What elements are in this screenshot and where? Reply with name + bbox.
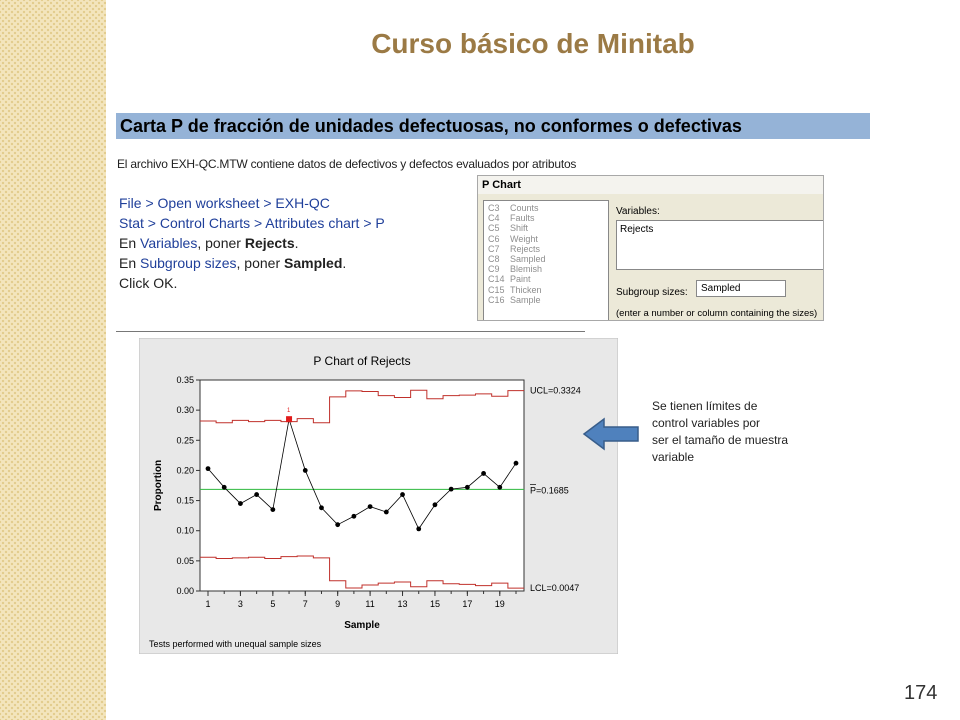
data-point — [270, 507, 275, 512]
x-tick-label: 13 — [397, 599, 408, 609]
decorative-side-strip — [0, 0, 106, 720]
column-name: Sampled — [510, 254, 546, 265]
step-variables — [119, 233, 385, 253]
column-name: Thicken — [510, 284, 542, 295]
column-code: C7 — [488, 243, 500, 254]
flagged-point — [286, 416, 292, 422]
data-point — [433, 502, 438, 507]
y-tick-label: 0.15 — [176, 495, 194, 506]
side-note-line: ser el tamaño de muestra — [652, 433, 789, 447]
variables-label: Variables: — [616, 206, 660, 217]
column-code: C9 — [488, 264, 500, 275]
column-name: Weight — [510, 233, 538, 244]
slide-title: Curso básico de Minitab — [371, 28, 695, 59]
left-arrow-icon — [582, 417, 640, 451]
column-list-item[interactable] — [488, 223, 604, 233]
step-variables-field: Variables — [140, 235, 198, 251]
column-name: Shift — [510, 223, 529, 234]
column-code: C3 — [488, 203, 500, 213]
y-tick-label: 0.10 — [176, 525, 194, 536]
divider-line — [116, 331, 585, 332]
center-label: P=0.1685 — [530, 485, 569, 496]
data-point — [206, 466, 211, 471]
data-point — [254, 492, 259, 497]
step-subgroup — [119, 253, 385, 273]
data-point — [368, 504, 373, 509]
side-note — [652, 398, 788, 466]
step-click-ok: Click OK. — [119, 275, 178, 291]
data-point — [384, 510, 389, 515]
data-point — [400, 492, 405, 497]
column-code: C14 — [488, 274, 505, 285]
column-list-item[interactable] — [488, 254, 604, 264]
column-code: C15 — [488, 284, 505, 295]
x-tick-label: 5 — [270, 599, 276, 609]
y-tick-label: 0.20 — [176, 465, 194, 476]
x-tick-label: 7 — [302, 599, 308, 609]
step-menu-path: Stat > Control Charts > Attributes chart > P — [119, 215, 385, 231]
dialog-title: P Chart — [478, 176, 823, 194]
intro-text: El archivo EXH-QC.MTW contiene datos de defectivos y defectos evaluados por atributos — [117, 157, 577, 171]
column-list-item[interactable] — [488, 234, 604, 244]
y-tick-label: 0.00 — [176, 586, 194, 596]
y-axis-label: Proportion — [153, 459, 164, 512]
x-tick-label: 17 — [462, 599, 473, 609]
x-tick-label: 19 — [494, 599, 505, 609]
p-chart-dialog — [477, 175, 824, 321]
step-subgroup-mid: , poner — [236, 255, 285, 271]
data-point — [481, 471, 486, 476]
data-point — [303, 468, 308, 473]
page-number: 174 — [904, 682, 938, 704]
p-chart-svg — [139, 338, 618, 654]
p-chart — [139, 338, 618, 654]
column-code: C6 — [488, 233, 500, 244]
column-list-item[interactable] — [488, 285, 604, 295]
chart-title: P Chart of Rejects — [313, 354, 411, 368]
column-name: Sample — [510, 294, 541, 305]
data-point — [416, 527, 421, 532]
x-tick-label: 3 — [237, 599, 243, 609]
step-subgroup-field: Subgroup sizes — [140, 255, 237, 271]
column-list[interactable] — [483, 200, 609, 321]
column-list-item[interactable] — [488, 295, 604, 305]
y-tick-label: 0.05 — [176, 555, 194, 566]
column-name: Faults — [510, 213, 535, 224]
y-tick-label: 0.35 — [176, 375, 194, 385]
x-tick-label: 15 — [429, 599, 440, 609]
heading-bar — [116, 113, 870, 139]
data-point — [514, 461, 519, 466]
flag-label: 1 — [287, 408, 291, 415]
step-subgroup-suffix: . — [342, 255, 347, 271]
column-list-item[interactable] — [488, 203, 604, 213]
side-note-line: Se tienen límites de — [652, 399, 758, 413]
step-variables-value: Rejects — [244, 235, 295, 251]
x-tick-label: 9 — [335, 599, 341, 609]
step-subgroup-value: Sampled — [284, 255, 343, 271]
step-subgroup-prefix: En — [119, 255, 141, 271]
instruction-steps — [119, 193, 385, 293]
x-axis-label: Sample — [344, 620, 380, 631]
subgroup-hint: (enter a number or column containing the sizes) — [616, 308, 818, 319]
chart-footnote: Tests performed with unequal sample sizes — [149, 639, 322, 649]
x-tick-label: 11 — [365, 599, 375, 609]
y-tick-label: 0.30 — [176, 405, 194, 416]
data-point — [449, 487, 454, 492]
column-code: C8 — [488, 254, 500, 265]
column-name: Counts — [510, 203, 539, 213]
column-list-item[interactable] — [488, 213, 604, 223]
y-tick-label: 0.25 — [176, 435, 194, 446]
subgroup-sizes-label: Subgroup sizes: — [616, 287, 688, 298]
data-point — [335, 522, 340, 527]
column-list-item[interactable] — [488, 274, 604, 284]
column-name: Blemish — [510, 264, 543, 275]
column-code: C5 — [488, 223, 500, 234]
ucl-label: UCL=0.3324 — [530, 385, 581, 396]
column-code: C4 — [488, 213, 500, 224]
data-point — [497, 485, 502, 490]
subgroup-sizes-input[interactable]: Sampled — [696, 280, 786, 297]
column-list-item[interactable] — [488, 244, 604, 254]
step-open-worksheet: File > Open worksheet > EXH-QC — [119, 195, 330, 211]
column-name: Rejects — [510, 243, 541, 254]
data-point — [351, 514, 356, 519]
step-variables-prefix: En — [119, 235, 141, 251]
column-code: C16 — [488, 294, 505, 305]
data-point — [465, 485, 470, 490]
side-note-line: variable — [652, 450, 695, 464]
data-point — [319, 505, 324, 510]
side-note-line: control variables por — [652, 416, 761, 430]
variables-input[interactable]: Rejects — [616, 220, 824, 270]
step-variables-mid: , poner — [197, 235, 245, 251]
data-point — [222, 485, 227, 490]
plot-area — [200, 380, 524, 591]
section-heading: Carta P de fracción de unidades defectuosas, no conformes o defectivas — [120, 116, 742, 136]
data-point — [238, 501, 243, 506]
column-list-item[interactable] — [488, 264, 604, 274]
column-name: Paint — [510, 274, 531, 285]
lcl-label: LCL=0.0047 — [530, 583, 580, 594]
step-variables-suffix: . — [294, 235, 299, 251]
x-tick-label: 1 — [205, 599, 211, 609]
